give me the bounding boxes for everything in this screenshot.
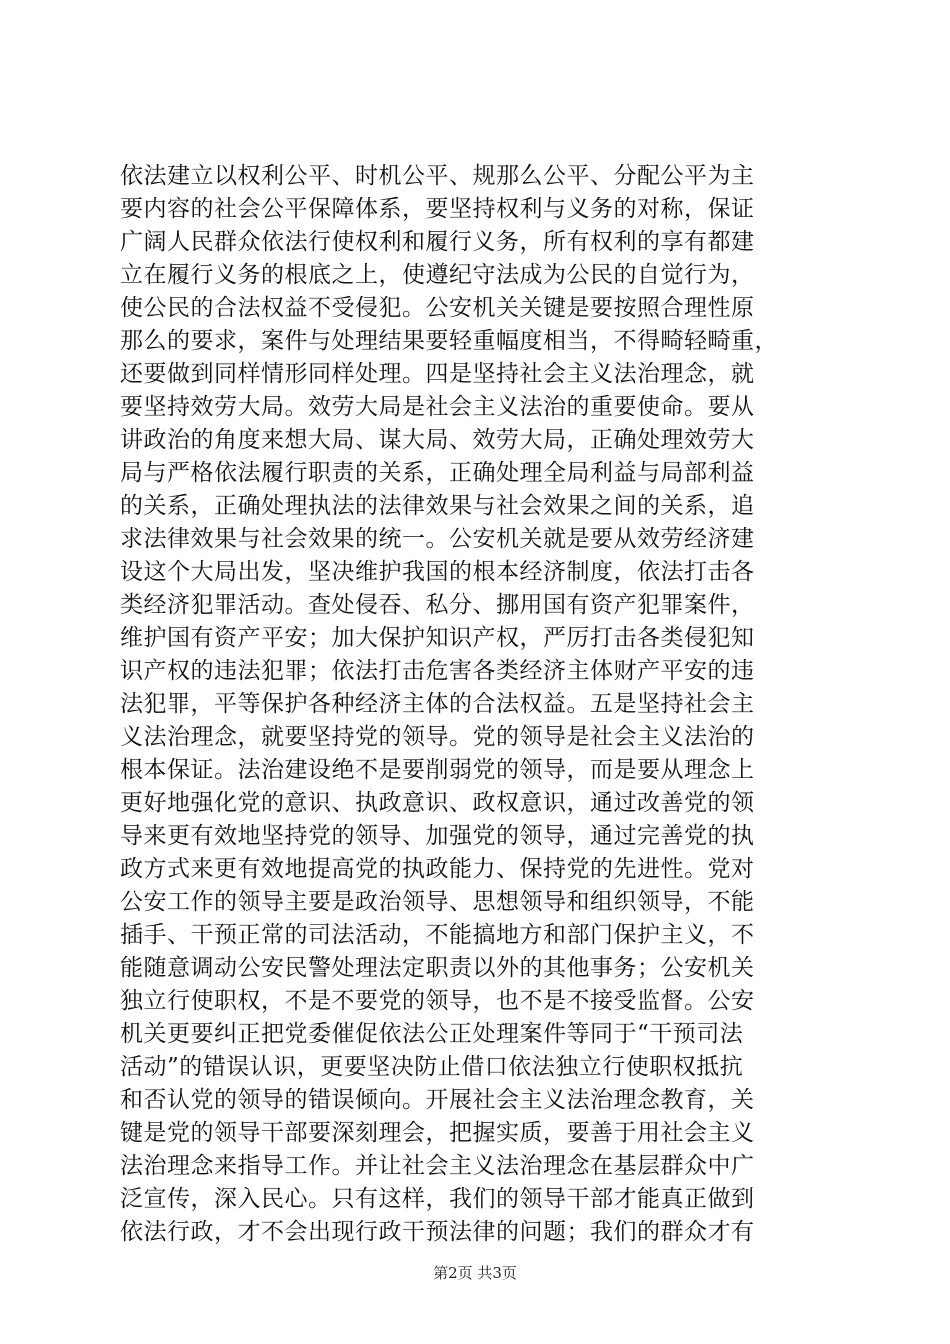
text-line: 类经济犯罪活动。查处侵吞、私分、挪用国有资产犯罪案件， [120,592,755,618]
text-line: 独立行使职权，不是不要党的领导，也不是不接受监督。公安 [120,988,755,1014]
text-line: 泛宣传，深入民心。只有这样，我们的领导干部才能真正做到 [120,1186,755,1212]
text-line: 公安工作的领导主要是政治领导、思想领导和组织领导，不能 [120,889,755,915]
text-line: 维护国有资产平安；加大保护知识产权，严厉打击各类侵犯知 [120,625,755,651]
page-number: 第2页 共3页 [433,1264,517,1282]
text-line: 机关更要纠正把党委催促依法公正处理案件等同于“干预司法 [120,1021,744,1047]
text-line: 广阔人民群众依法行使权利和履行义务，所有权利的享有都建 [120,229,755,255]
text-line: 政方式来更有效地提高党的执政能力、保持党的先进性。党对 [120,856,755,882]
text-line: 讲政治的角度来想大局、谋大局、效劳大局，正确处理效劳大 [120,427,755,453]
text-line: 和否认党的领导的错误倾向。开展社会主义法治理念教育，关 [120,1087,755,1113]
text-line: 插手、干预正常的司法活动，不能搞地方和部门保护主义，不 [120,922,755,948]
text-line: 局与严格依法履行职责的关系，正确处理全局利益与局部利益 [120,460,755,486]
text-line: 求法律效果与社会效果的统一。公安机关就是要从效劳经济建 [120,526,755,552]
page-footer [0,1262,950,1283]
text-line: 根本保证。法治建设绝不是要削弱党的领导，而是要从理念上 [120,757,755,783]
text-line: 法犯罪，平等保护各种经济主体的合法权益。五是坚持社会主 [120,691,755,717]
text-line: 法治理念来指导工作。并让社会主义法治理念在基层群众中广 [120,1153,755,1179]
text-line: 键是党的领导干部要深刻理会，把握实质，要善于用社会主义 [120,1120,755,1146]
text-line: 使公民的合法权益不受侵犯。公安机关关键是要按照合理性原 [120,295,755,321]
text-line: 要坚持效劳大局。效劳大局是社会主义法治的重要使命。要从 [120,394,755,420]
text-line: 要内容的社会公平保障体系，要坚持权利与义务的对称，保证 [120,196,755,222]
text-line: 那么的要求，案件与处理结果要轻重幅度相当，不得畸轻畸重， [120,328,778,354]
text-line: 能随意调动公安民警处理法定职责以外的其他事务；公安机关 [120,955,755,981]
text-line: 设这个大局出发，坚决维护我国的根本经济制度，依法打击各 [120,559,755,585]
text-line: 还要做到同样情形同样处理。四是坚持社会主义法治理念，就 [120,361,755,387]
text-line: 依法行政，才不会出现行政干预法律的问题；我们的群众才有 [120,1219,755,1245]
text-line: 立在履行义务的根底之上，使遵纪守法成为公民的自觉行为， [120,262,755,288]
body-text [120,160,840,1249]
text-line: 的关系，正确处理执法的法律效果与社会效果之间的关系，追 [120,493,755,519]
text-line: 更好地强化党的意识、执政意识、政权意识，通过改善党的领 [120,790,755,816]
text-line: 识产权的违法犯罪；依法打击危害各类经济主体财产平安的违 [120,658,755,684]
text-line: 活动”的错误认识，更要坚决防止借口依法独立行使职权抵抗 [120,1054,744,1080]
text-line: 依法建立以权利公平、时机公平、规那么公平、分配公平为主 [120,163,755,189]
text-line: 义法治理念，就要坚持党的领导。党的领导是社会主义法治的 [120,724,755,750]
text-line: 导来更有效地坚持党的领导、加强党的领导，通过完善党的执 [120,823,755,849]
